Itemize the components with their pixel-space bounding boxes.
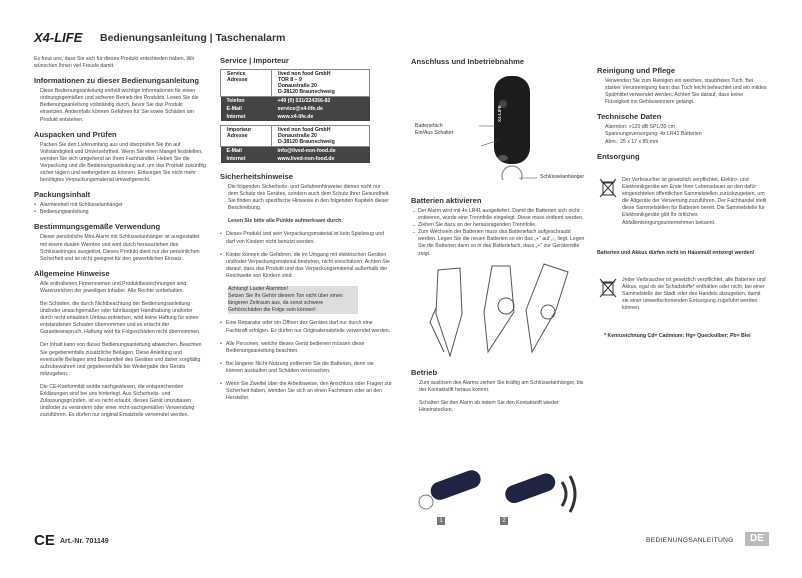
use-text: Dieser persönliche Mini-Alarm mit Schlüsselanhänger ist ausgestattet mit einem dualen Warnton und wird durch herausziehen des Schlüsselringes ausgelöst. Dieses Produkt dient nur der persönlichen Sicherheit und ist nicht geeignet für den gewerblichen Einsatz. [40,234,200,262]
language-badge: DE [745,532,769,546]
battery-step: → Zum Wechseln der Batterien muss das Batteriefach aufgeschraubt werden. Legen Sie die neuen Batterien so ein das „+" auf „-„ liegt. Legen Sie die Batterien dann so in das Batteriefach, dass „+" zur Gerätemitte zeigt. [411,229,587,257]
step-number: 2 [500,517,508,525]
web-label: Internet [221,113,272,121]
alarm-device-2 [503,471,558,506]
battery-illustration [422,262,576,360]
general-text-1: Alle enthaltenen Firmennamen und Produktbezeichnungen sind Warenzeichen der jeweiligen Inhaber. Alle Rechte vorbehalten. [40,280,187,294]
warning-title: Achtung! Lauter Alarmton! [228,286,288,293]
sound-wave [562,482,566,506]
phone-label: Telefon [221,97,272,106]
address-line: lived non food GmbH [278,127,331,133]
footer-label: BEDIENUNGSANLEITUNG [646,537,734,544]
step-number: 1 [437,517,445,525]
safety-bullet: • Dieses Produkt und sein Verpackungsmaterial ist kein Spielzeug und darf von Kindern nicht benutzt werden. [220,231,392,245]
heading-operation: Betrieb [411,368,438,377]
heading-tech: Technische Daten [597,112,662,122]
column-service [220,56,392,402]
email-label: E-Mail [221,105,272,113]
heading-general: Allgemeine Hinweise [34,268,110,278]
service-table [220,69,370,121]
address-line: D-38120 Braunschweig [278,139,335,145]
safety-text: Die folgenden Sicherheits- und Gefahrenhinweise dienen nicht nur dem Schutz des Gerätes, sondern auch dem Schutz Ihrer Gesundheit. Sie finden auch spezifische Hinweise in den folgenden Kapiteln dieser Beschreibung. [228,184,390,212]
device-brand: X4-LIFE [497,105,502,122]
web-value: www.x4-life.de [272,113,370,121]
tech-item: Spannungsversorgung: 4x LR41 Batterien [605,131,702,138]
tech-item: Abm.: 25 x 17 x 85 mm [605,138,659,145]
ce-mark: CE [34,532,55,549]
email-value: service@x4-life.de [272,105,370,113]
care-text: Verwenden Sie zum Reinigen ein weiches, staubfreies Tuch. Bei starker Verunreinigung kann das Tuch leicht befeuchtet und ein mildes Spülmittel verwendet werden. Achten Sie darauf, dass keine Flüssigkeit ins Gehäuseinnere gelangt. [605,78,767,106]
label-keyring: Schlüsselanhänger [540,174,585,180]
safety-bullet: • Wenn Sie Zweifel über die Arbeitsweise, den Anschluss oder Fragen zur Sicherheit haben, wenden Sie sich an einen Fachmann oder an den Hersteller. [220,381,392,402]
brand-logo: X4-LIFE [34,30,83,45]
battery-step: → Der Alarm wird mit 4x LR41 ausgeliefert. Damit die Batterien sich nicht entleeren, wurde eine Trennfolie eingelegt. Diese muss entfernt werden. [411,208,587,222]
disposal-bold: Batterien und Akkus dürfen nicht im Hausmüll entsorgt werden! [597,250,755,256]
disposal-text-1: Der Verbraucher ist gesetzlich verpflichtet, Elektro- und Elektronikgeräte am Ende Ihrer Lebensdauer an den dafür eingerichteten öffentlichen Sammelstellen zurückzugeben, um die Altgeräte der Verwertung zuzuführen. Der Fachhandel stellt diese Sammelstellen für Batterien bereit. Die Sammelstelle für Elektronikgeräte gibt Ihr örtliches Abfallentsorgungsunternehmen bekannt. [622,177,767,226]
email-label: E-Mail [221,147,272,156]
address-line: lived non food GmbH [278,71,331,77]
heading-battery: Batterien aktivieren [411,196,482,205]
page-title: Bedienungsanleitung | Taschenalarm [100,32,286,44]
pack-item: • Bedienungsanleitung [34,209,206,216]
general-text-2: Bei Schäden, die durch Nichtbeachtung der Bedienungsanleitung und/oder unsachgemäßer oder fahrlässiger Handhabung und/oder durch nicht erlaubten Umbau entstehen, wird keine Haftung für einen entstandenen Schaden übernommen und es erlischt der Garantieanspruch. Haftung wird für Folgeschäden nicht übernommen. [40,300,201,336]
safety-bold: Lesen Sie bitte alle Punkte aufmerksam durch: [228,218,344,225]
heading-info: Informationen zu dieser Bedienungsanleitung [34,76,199,86]
warning-box [228,286,358,314]
email-value: info@lived-non-food.de [272,147,370,156]
importer-address [272,126,370,147]
safety-bullet: • Alle Personen, welche dieses Gerät bedienen müssen diese Bedienungsanleitung beachten. [220,341,392,355]
importer-label: Importeur Adresse [221,126,272,147]
section-battery [411,196,587,258]
heading-disposal: Entsorgung [597,151,640,161]
label-switch: Ein/Aus Schalter [415,130,454,136]
address-line: Donaustraße 20 [278,83,317,89]
address-line: Donaustraße 20 [278,133,317,139]
general-text-4: Die CE-Konformität wurde nachgewiesen, die entsprechenden Erklärungen sind bei uns hinterlegt. Aus Sicherheits- und Zulassungsgründen, ist es nicht erlaubt, dieses Gerät umzubauen und/oder zu verändern oder einer nicht-sachgemäßen Verwendung zuzuführen. Es dürfen nur original Ersatzteile verwendet werden. [40,383,195,419]
column-care [597,66,769,161]
safety-bullet: • Bei längerer Nicht-Nutzung entfernen Sie die Batterien, denn sie können auslaufen und Schäden verursachen. [220,361,392,375]
web-value: www.lived-non-food.de [272,155,370,163]
heading-safety: Sicherheitshinweise [220,172,294,181]
warning-text: Setzen Sie Ihr Gehör diesem Ton nicht über einen längeren Zeitraum aus, da sonst schwere Gehörschäden die Folge sein können! [228,293,343,314]
battery-step: → Ziehen Sie dazu an der herausragenden Trennfolie. [411,222,587,229]
article-number: Art.-Nr. 701149 [60,538,109,545]
pack-item: • Alarmeinheit mit Schlüsselanhänger [34,202,206,209]
weee-bin-icon [599,178,617,198]
address-line: D-38120 Braunschweig [278,89,335,95]
column-intro [34,56,206,419]
service-label: Service Adresse [221,70,272,97]
address-line: TOR 8 – 9 [278,77,302,83]
safety-bullet: • Eine Reparatur oder ein Öffnen des Gerätes darf nur durch eine Fachkraft erfolgen. Es dürfen nur Originalersatzteile verwendet werden. [220,320,392,334]
battery-bin-icon [599,278,617,298]
heading-use: Bestimmungsgemäße Verwendung [34,222,161,232]
operation-illustration [418,458,588,520]
heading-care: Reinigung und Pflege [597,66,676,75]
intro-text: Es freut uns, dass Sie sich für dieses Produkt entschieden haben. Wir wünschen Ihnen viel Freude damit. [34,56,195,70]
unpack-text: Packen Sie den Lieferumfang aus und überprüfen Sie ihn auf Vollständigkeit und Unversehrtheit. Wenn Sie einen Mangel feststellen, wenden Sie sich umgehend an Ihren Fachhändler. Heben Sie die Verpackung und die Bedienungsanleitung auf, um das Produkt zukünftig sicher lagern und weitergeben zu können. Entsorgen Sie nicht mehr benötigtes Verpackungsmaterial umweltgerecht. [40,141,206,184]
operation-text-2: Schalten Sie den Alarm ab indem Sie den Kontaktstift wieder Hineinstecken. [419,400,559,414]
heading-service: Service | Importeur [220,56,289,65]
disposal-text-2: Jeder Verbraucher ist gesetzlich verpflichtet, alle Batterien und Akkus, egal ob sie Schadstoffe* enthalten oder nicht, bei einer Sammelstelle der Stadt oder des Handels abzugeben, damit sie einer umweltschonenden Entsorgung zugeführt werden können. [622,277,766,312]
importer-table [220,125,370,163]
section-operation [411,368,587,414]
safety-bullet: • Kinder können die Gefahren, die im Umgang mit elektrischen Geräten und/oder Verpackungsmaterial bestehen, nicht einschätzen. Achten Sie darauf, dass das Produkt und das Verpackungsmaterial außerhalb der Reichweite von Kindern sind. [220,252,392,280]
footnote: * Kennzeichnung Cd= Cadmium; Hg= Quecksilber; Pb= Blei [604,333,751,339]
tech-item: Alarmton: >120 dB SPL/30 cm [605,124,675,131]
phone-value: +49 (0) 531/224356-82 [272,97,370,106]
operation-text-1: Zum auslösen des Alarms ziehen Sie kräftig am Schlüsselanhänger, bis der Kontaktstift heraus kommt. [419,380,584,394]
general-text-3: Der Inhalt kann von dieser Bedienungsanleitung abweichen. Beachten Sie gegebenenfalls zusätzliche Beilagen. Diese Anleitung und eventuelle Beilagen sind Bestandteil des Gerätes und daher sorgfältig aufzubewahren und gegebenenfalls bei Weitergabe des Geräts mitzugeben. [40,342,202,377]
info-text: Diese Bedienungsanleitung enthält wichtige Informationen für einen ordnungsgemäßen und sicheren Betrieb des Produkts. Lesen Sie die Bedienungsanleitung vollständig durch, bevor Sie das Produkt einsetzen. Andernfalls können Gefahren für Sie sowie Schäden am Produkt entstehen. [40,88,199,123]
label-battery: Batteriefach [415,123,443,129]
web-label: Internet [221,155,272,163]
service-address [272,70,370,97]
heading-pack: Packungsinhalt [34,190,91,200]
alarm-device-1 [428,468,483,503]
heading-connection: Anschluss und Inbetriebnahme [411,57,525,66]
heading-unpack: Auspacken und Prüfen [34,129,117,139]
